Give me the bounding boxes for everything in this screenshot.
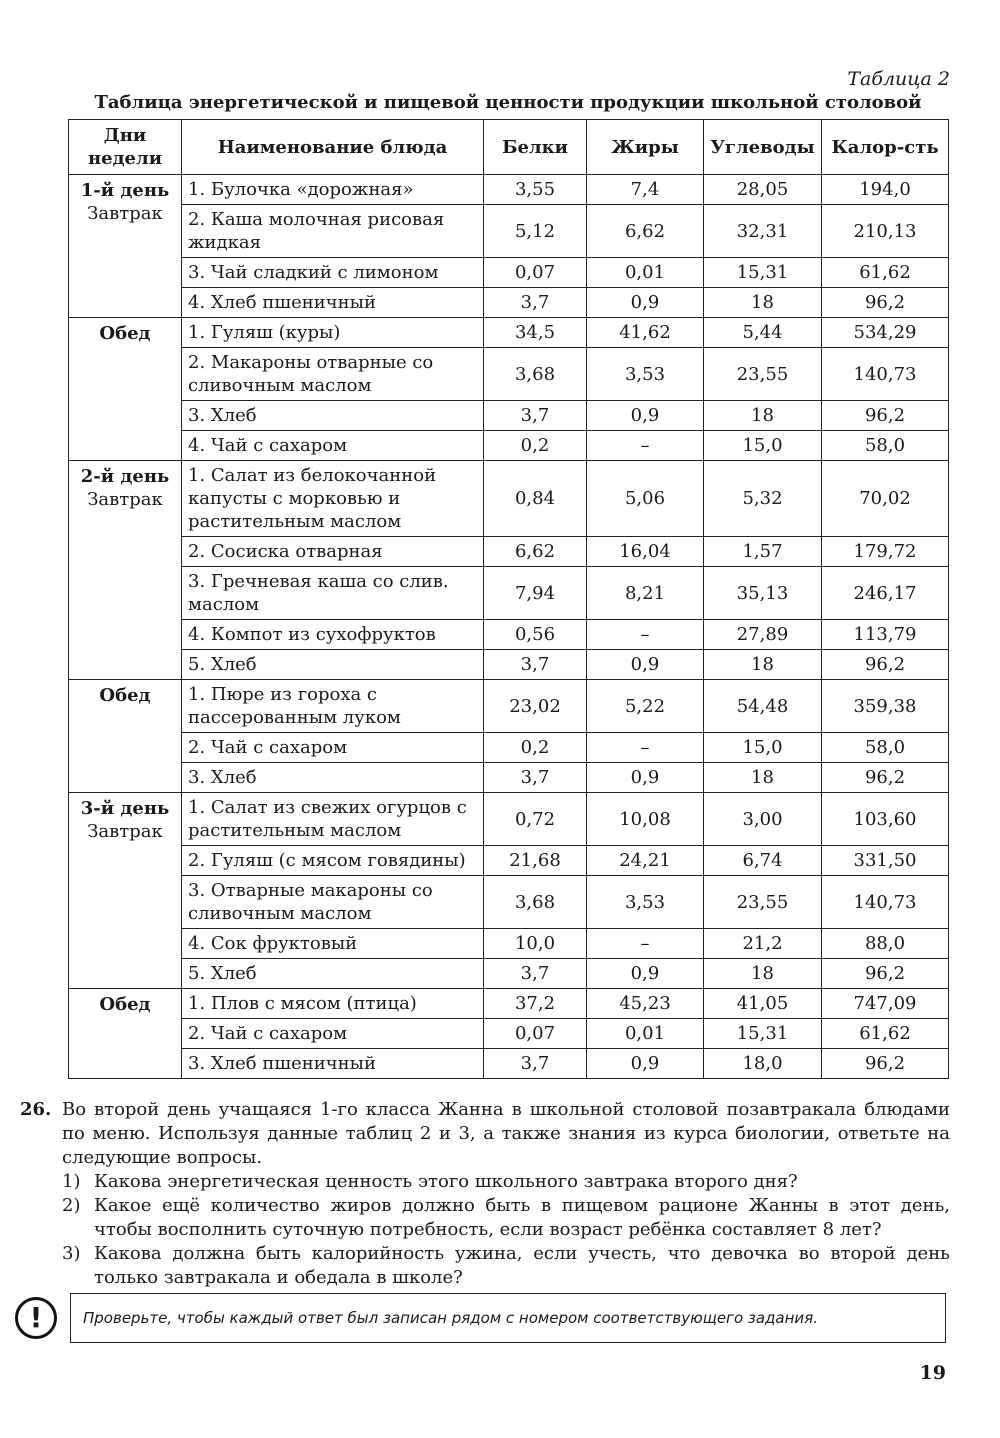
- kcal-value: 96,2: [822, 401, 949, 431]
- exclamation-icon: !: [15, 1297, 57, 1339]
- kcal-value: 58,0: [822, 431, 949, 461]
- dish-name: 2. Чай с сахаром: [182, 733, 484, 763]
- carbs-value: 32,31: [704, 205, 822, 258]
- protein-value: 23,02: [484, 680, 587, 733]
- table-row: [69, 763, 949, 793]
- table-row: [69, 567, 949, 620]
- dish-name: 2. Чай с сахаром: [182, 1019, 484, 1049]
- dish-name: 2. Макароны отварные со сливочным маслом: [182, 348, 484, 401]
- question-item: [62, 1170, 950, 1194]
- table-row: [69, 431, 949, 461]
- meal-label: Обед: [99, 323, 151, 344]
- fat-value: 0,9: [587, 1049, 704, 1079]
- meal-label: Завтрак: [87, 489, 163, 510]
- table-row: [69, 537, 949, 567]
- fat-value: 3,53: [587, 348, 704, 401]
- table-row: [69, 650, 949, 680]
- fat-value: 0,01: [587, 1019, 704, 1049]
- dish-name: 4. Сок фруктовый: [182, 929, 484, 959]
- fat-value: 8,21: [587, 567, 704, 620]
- fat-value: 24,21: [587, 846, 704, 876]
- protein-value: 3,7: [484, 763, 587, 793]
- dish-name: 1. Салат из белокочанной капусты с морковью и растительным маслом: [182, 461, 484, 537]
- carbs-value: 35,13: [704, 567, 822, 620]
- day-cell: [69, 680, 182, 793]
- dish-name: 1. Гуляш (куры): [182, 318, 484, 348]
- protein-value: 0,2: [484, 733, 587, 763]
- fat-value: 6,62: [587, 205, 704, 258]
- table-row: [69, 318, 949, 348]
- carbs-value: 23,55: [704, 876, 822, 929]
- kcal-value: 61,62: [822, 258, 949, 288]
- fat-value: 0,9: [587, 959, 704, 989]
- table-number: Таблица 2: [847, 68, 950, 90]
- day-label: 1-й день: [80, 180, 170, 201]
- table-row: [69, 680, 949, 733]
- protein-value: 3,7: [484, 650, 587, 680]
- day-label: 2-й день: [80, 466, 170, 487]
- kcal-value: 88,0: [822, 929, 949, 959]
- kcal-value: 194,0: [822, 175, 949, 205]
- meal-label: Обед: [99, 994, 151, 1015]
- dish-name: 4. Чай с сахаром: [182, 431, 484, 461]
- kcal-value: 140,73: [822, 876, 949, 929]
- kcal-value: 96,2: [822, 763, 949, 793]
- table-row: [69, 1019, 949, 1049]
- day-label: 3-й день: [80, 798, 170, 819]
- dish-name: 3. Хлеб: [182, 763, 484, 793]
- table-row: [69, 205, 949, 258]
- table-row: [69, 959, 949, 989]
- carbs-value: 6,74: [704, 846, 822, 876]
- kcal-value: 103,60: [822, 793, 949, 846]
- table-title: Таблица энергетической и пищевой ценности продукции школьной столовой: [94, 92, 922, 113]
- dish-name: 3. Гречневая каша со слив. маслом: [182, 567, 484, 620]
- protein-value: 0,72: [484, 793, 587, 846]
- fat-value: 5,22: [587, 680, 704, 733]
- kcal-value: 61,62: [822, 1019, 949, 1049]
- kcal-value: 179,72: [822, 537, 949, 567]
- carbs-value: 1,57: [704, 537, 822, 567]
- kcal-value: 359,38: [822, 680, 949, 733]
- protein-value: 3,7: [484, 959, 587, 989]
- carbs-value: 18: [704, 288, 822, 318]
- day-cell: [69, 461, 182, 680]
- protein-value: 0,56: [484, 620, 587, 650]
- fat-value: –: [587, 620, 704, 650]
- kcal-value: 747,09: [822, 989, 949, 1019]
- fat-value: –: [587, 929, 704, 959]
- table-header-row: [69, 120, 949, 175]
- table-row: [69, 461, 949, 537]
- dish-name: 2. Гуляш (с мясом говядины): [182, 846, 484, 876]
- protein-value: 34,5: [484, 318, 587, 348]
- meal-label: Обед: [99, 685, 151, 706]
- question-item-text: Какова энергетическая ценность этого школьного завтрака второго дня?: [94, 1171, 798, 1192]
- table-row: [69, 929, 949, 959]
- kcal-value: 96,2: [822, 1049, 949, 1079]
- carbs-value: 18: [704, 959, 822, 989]
- carbs-value: 15,0: [704, 733, 822, 763]
- kcal-value: 96,2: [822, 959, 949, 989]
- table-row: [69, 258, 949, 288]
- table-row: [69, 1049, 949, 1079]
- table-row: [69, 846, 949, 876]
- question-number: 26.: [20, 1099, 52, 1120]
- kcal-value: 96,2: [822, 650, 949, 680]
- protein-value: 3,68: [484, 348, 587, 401]
- question-26: [20, 1098, 950, 1290]
- table-row: [69, 348, 949, 401]
- day-cell: [69, 175, 182, 318]
- table-row: [69, 876, 949, 929]
- question-intro: Во второй день учащаяся 1-го класса Жанна в школьной столовой позавтракала блюдами по меню. Используя данные таблиц 2 и 3, а также знания из курса биологии, ответьте на следующие вопросы.: [62, 1099, 950, 1168]
- fat-value: 0,9: [587, 401, 704, 431]
- header-fat: Жиры: [587, 120, 704, 175]
- protein-value: 0,84: [484, 461, 587, 537]
- protein-value: 5,12: [484, 205, 587, 258]
- kcal-value: 113,79: [822, 620, 949, 650]
- fat-value: 0,9: [587, 763, 704, 793]
- kcal-value: 534,29: [822, 318, 949, 348]
- dish-name: 5. Хлеб: [182, 650, 484, 680]
- fat-value: 3,53: [587, 876, 704, 929]
- carbs-value: 3,00: [704, 793, 822, 846]
- question-item-text: Какое ещё количество жиров должно быть в пищевом рационе Жанны в этот день, чтобы восполнить суточную потребность, если возраст ребёнка составляет 8 лет?: [94, 1195, 950, 1240]
- carbs-value: 28,05: [704, 175, 822, 205]
- table-row: [69, 793, 949, 846]
- question-item-number: 3): [62, 1243, 81, 1264]
- table-row: [69, 175, 949, 205]
- dish-name: 5. Хлеб: [182, 959, 484, 989]
- day-cell: [69, 793, 182, 989]
- dish-name: 1. Булочка «дорожная»: [182, 175, 484, 205]
- dish-name: 3. Хлеб: [182, 401, 484, 431]
- carbs-value: 21,2: [704, 929, 822, 959]
- protein-value: 3,7: [484, 1049, 587, 1079]
- kcal-value: 140,73: [822, 348, 949, 401]
- fat-value: 45,23: [587, 989, 704, 1019]
- header-name: Наименование блюда: [182, 120, 484, 175]
- fat-value: 5,06: [587, 461, 704, 537]
- table-row: [69, 288, 949, 318]
- dish-name: 4. Хлеб пшеничный: [182, 288, 484, 318]
- protein-value: 0,07: [484, 258, 587, 288]
- fat-value: –: [587, 431, 704, 461]
- dish-name: 1. Пюре из гороха с пассерованным луком: [182, 680, 484, 733]
- carbs-value: 15,31: [704, 258, 822, 288]
- day-cell: [69, 989, 182, 1079]
- dish-name: 1. Плов с мясом (птица): [182, 989, 484, 1019]
- protein-value: 7,94: [484, 567, 587, 620]
- protein-value: 3,7: [484, 401, 587, 431]
- carbs-value: 18: [704, 650, 822, 680]
- kcal-value: 96,2: [822, 288, 949, 318]
- page-number: 19: [919, 1362, 946, 1384]
- protein-value: 3,68: [484, 876, 587, 929]
- header-carbs: Углеводы: [704, 120, 822, 175]
- dish-name: 2. Сосиска отварная: [182, 537, 484, 567]
- carbs-value: 15,31: [704, 1019, 822, 1049]
- protein-value: 3,7: [484, 288, 587, 318]
- carbs-value: 27,89: [704, 620, 822, 650]
- question-item-number: 2): [62, 1195, 81, 1216]
- nutrition-table: [68, 119, 949, 1079]
- protein-value: 21,68: [484, 846, 587, 876]
- table-row: [69, 620, 949, 650]
- carbs-value: 18: [704, 401, 822, 431]
- protein-value: 10,0: [484, 929, 587, 959]
- protein-value: 0,2: [484, 431, 587, 461]
- fat-value: –: [587, 733, 704, 763]
- carbs-value: 5,44: [704, 318, 822, 348]
- header-kcal: Калор-сть: [822, 120, 949, 175]
- dish-name: 2. Каша молочная рисовая жидкая: [182, 205, 484, 258]
- header-day: Дни недели: [69, 120, 182, 175]
- table-row: [69, 401, 949, 431]
- day-cell: [69, 318, 182, 461]
- question-item: [62, 1194, 950, 1242]
- protein-value: 6,62: [484, 537, 587, 567]
- protein-value: 3,55: [484, 175, 587, 205]
- meal-label: Завтрак: [87, 203, 163, 224]
- carbs-value: 54,48: [704, 680, 822, 733]
- fat-value: 16,04: [587, 537, 704, 567]
- fat-value: 0,01: [587, 258, 704, 288]
- question-item-number: 1): [62, 1171, 81, 1192]
- notice-box: Проверьте, чтобы каждый ответ был записан рядом с номером соответствующего задания.: [70, 1293, 946, 1343]
- dish-name: 4. Компот из сухофруктов: [182, 620, 484, 650]
- carbs-value: 5,32: [704, 461, 822, 537]
- question-item: [62, 1242, 950, 1290]
- fat-value: 0,9: [587, 650, 704, 680]
- carbs-value: 23,55: [704, 348, 822, 401]
- table-row: [69, 733, 949, 763]
- meal-label: Завтрак: [87, 821, 163, 842]
- fat-value: 0,9: [587, 288, 704, 318]
- kcal-value: 331,50: [822, 846, 949, 876]
- dish-name: 3. Отварные макароны со сливочным маслом: [182, 876, 484, 929]
- carbs-value: 41,05: [704, 989, 822, 1019]
- dish-name: 1. Салат из свежих огурцов с растительным маслом: [182, 793, 484, 846]
- kcal-value: 210,13: [822, 205, 949, 258]
- fat-value: 7,4: [587, 175, 704, 205]
- kcal-value: 70,02: [822, 461, 949, 537]
- carbs-value: 18,0: [704, 1049, 822, 1079]
- carbs-value: 15,0: [704, 431, 822, 461]
- protein-value: 37,2: [484, 989, 587, 1019]
- fat-value: 41,62: [587, 318, 704, 348]
- table-row: [69, 989, 949, 1019]
- kcal-value: 58,0: [822, 733, 949, 763]
- question-item-text: Какова должна быть калорийность ужина, если учесть, что девочка во второй день только завтракала и обедала в школе?: [94, 1243, 950, 1288]
- header-protein: Белки: [484, 120, 587, 175]
- dish-name: 3. Хлеб пшеничный: [182, 1049, 484, 1079]
- dish-name: 3. Чай сладкий с лимоном: [182, 258, 484, 288]
- kcal-value: 246,17: [822, 567, 949, 620]
- carbs-value: 18: [704, 763, 822, 793]
- protein-value: 0,07: [484, 1019, 587, 1049]
- fat-value: 10,08: [587, 793, 704, 846]
